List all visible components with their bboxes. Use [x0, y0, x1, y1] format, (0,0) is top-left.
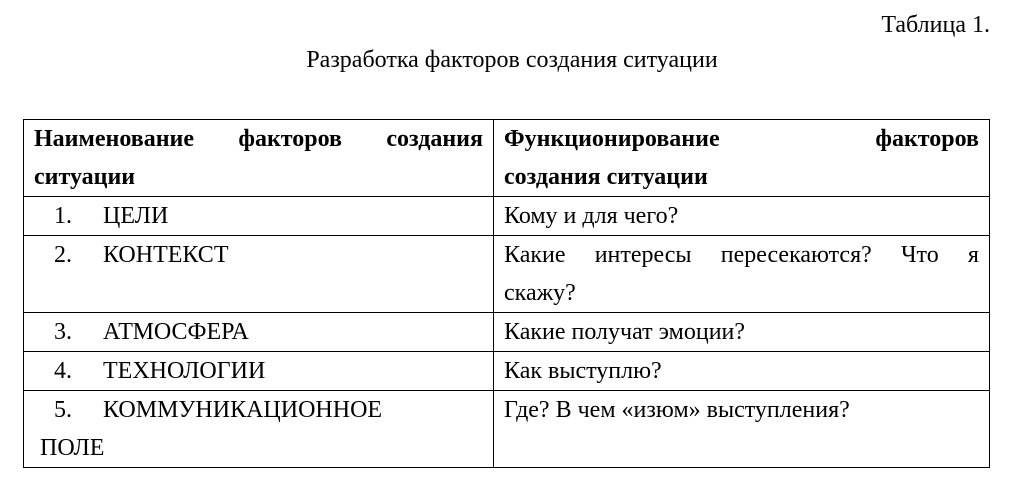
row-number: 1. [54, 203, 72, 229]
factor-cell [24, 236, 494, 313]
factor-cell [24, 391, 494, 468]
header-factor-function-word1: Функционирование [504, 126, 720, 152]
table-row [24, 236, 990, 313]
factor-name: ЦЕЛИ [103, 203, 169, 229]
description-word: Что [900, 242, 939, 268]
factor-name: ТЕХНОЛОГИИ [103, 358, 266, 384]
description-cell: Как выступлю? [494, 352, 990, 391]
description-cell: Кому и для чего? [494, 197, 990, 236]
description-word: Какие [504, 242, 566, 268]
factor-name: КОНТЕКСТ [103, 242, 229, 268]
factor-name: АТМОСФЕРА [103, 319, 249, 345]
header-factor-function-line2: создания ситуации [504, 164, 708, 190]
table-header-row [24, 120, 990, 197]
table-number: Таблица 1. [881, 12, 990, 38]
description-cell: Где? В чем «изюм» выступления? [494, 391, 990, 468]
table-row [24, 352, 990, 391]
description-cell: Какие получат эмоции? [494, 313, 990, 352]
table-caption: Разработка факторов создания ситуации [306, 47, 718, 73]
description-word: интересы [594, 242, 692, 268]
row-number: 3. [54, 319, 72, 345]
header-factor-function [494, 120, 990, 197]
factor-cell [24, 197, 494, 236]
row-number: 4. [54, 358, 72, 384]
header-factor-function-word2: факторов [875, 126, 979, 152]
factor-cell [24, 352, 494, 391]
table-row [24, 391, 990, 468]
row-number: 5. [54, 397, 72, 423]
description-word: я [967, 242, 979, 268]
description-line2: скажу? [504, 280, 576, 306]
table-row [24, 197, 990, 236]
description-cell [494, 236, 990, 313]
factors-table [23, 119, 990, 468]
factor-name: КОММУНИКАЦИОННОЕ [103, 397, 383, 423]
factor-name-continuation: ПОЛЕ [40, 435, 105, 461]
row-number: 2. [54, 242, 72, 268]
factor-cell [24, 313, 494, 352]
description-word: пересекаются? [720, 242, 872, 268]
table-row [24, 313, 990, 352]
header-factor-name: Наименование факторов создания ситуации [24, 120, 494, 197]
